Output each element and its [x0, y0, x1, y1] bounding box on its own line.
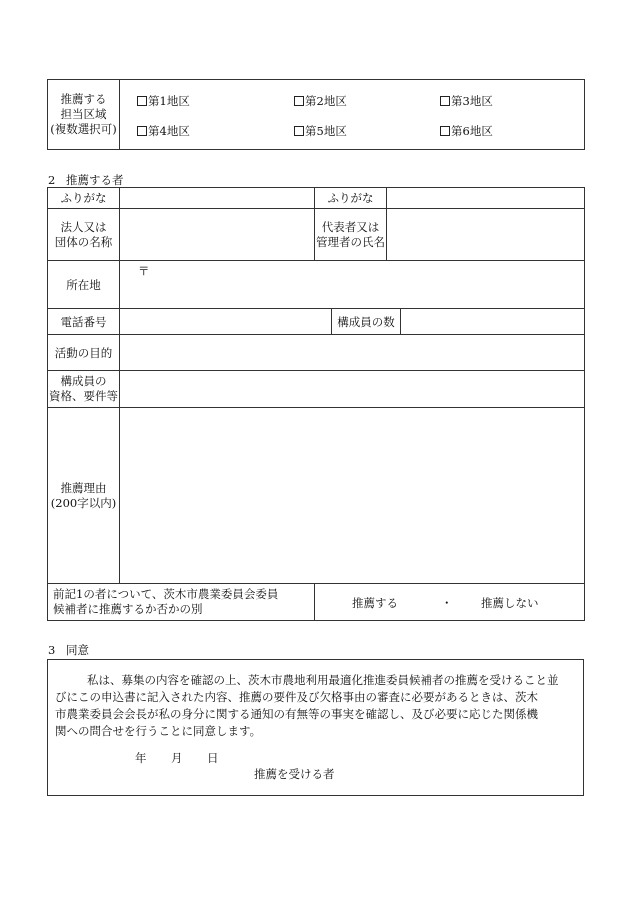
member-qual-label: 構成員の 資格、要件等: [48, 371, 120, 408]
purpose-label: 活動の目的: [48, 335, 120, 371]
area-options-cell: [120, 80, 585, 150]
phone-label: 電話番号: [48, 309, 120, 335]
section3-title: 同意: [66, 643, 89, 657]
area-option-1[interactable]: 第1地区: [137, 93, 190, 109]
section2-heading: [48, 172, 124, 188]
area-option-6[interactable]: 第6地区: [440, 123, 493, 139]
consent-line-2: びにこの申込書に記入された内容、推薦の要件及び欠格事由の審査に必要があるときは、茨木: [55, 690, 538, 704]
checkbox-icon[interactable]: [137, 96, 147, 106]
area-label-line2: 担当区域: [60, 107, 107, 121]
checkbox-icon[interactable]: [137, 126, 147, 136]
postal-mark: 〒: [138, 264, 150, 278]
consent-box: [47, 659, 584, 796]
choice-separator: ・: [441, 596, 453, 610]
consent-line-1: 私は、募集の内容を確認の上、茨木市農地利用最適化推進委員候補者の推薦を受けること並: [87, 673, 559, 687]
checkbox-icon[interactable]: [440, 96, 450, 106]
section2-title: 推薦する者: [66, 173, 124, 187]
member-qual-input[interactable]: [120, 371, 585, 408]
furigana-input-right[interactable]: [387, 188, 585, 209]
recommend-question: 前記1の者について、茨木市農業委員会委員 候補者に推薦するか否かの別: [48, 584, 315, 621]
furigana-label-left: ふりがな: [48, 188, 120, 209]
furigana-label-right: ふりがな: [315, 188, 387, 209]
consent-line-4: 関への問合せを行うことに同意します。: [55, 724, 262, 738]
recommend-yes-option[interactable]: 推薦する: [352, 596, 398, 610]
members-count-label: 構成員の数: [332, 309, 401, 335]
checkbox-icon[interactable]: [294, 96, 304, 106]
org-name-label: 法人又は 団体の名称: [48, 209, 120, 261]
checkbox-icon[interactable]: [440, 126, 450, 136]
date-month-label: 月: [171, 751, 183, 765]
rep-name-label: 代表者又は 管理者の氏名: [315, 209, 387, 261]
reason-input[interactable]: [120, 408, 585, 584]
purpose-input[interactable]: [120, 335, 585, 371]
members-count-input[interactable]: [401, 309, 585, 335]
recommender-table: [47, 187, 585, 621]
section3-number: 3: [48, 643, 56, 657]
consent-text: [55, 672, 580, 740]
date-year-label: 年: [135, 751, 147, 765]
area-option-4[interactable]: 第4地区: [137, 123, 190, 139]
checkbox-icon[interactable]: [294, 126, 304, 136]
area-option-2[interactable]: 第2地区: [294, 93, 347, 109]
signer-label: 推薦を受ける者: [254, 767, 335, 781]
area-option-3[interactable]: 第3地区: [440, 93, 493, 109]
rep-name-input[interactable]: [387, 209, 585, 261]
recommend-no-option[interactable]: 推薦しない: [481, 596, 539, 610]
section3-heading: [48, 642, 89, 658]
area-option-5[interactable]: 第5地区: [294, 123, 347, 139]
consent-line-3: 市農業委員会会長が私の身分に関する通知の有無等の事実を確認し、及び必要に応じた関係機: [55, 707, 538, 721]
furigana-input-left[interactable]: [120, 188, 315, 209]
address-input[interactable]: [120, 261, 585, 309]
area-label-line3: (複数選択可): [50, 122, 117, 136]
area-table: [47, 79, 585, 150]
phone-input[interactable]: [120, 309, 332, 335]
address-label: 所在地: [48, 261, 120, 309]
org-name-input[interactable]: [120, 209, 315, 261]
date-day-label: 日: [207, 751, 219, 765]
section2-number: 2: [48, 173, 56, 187]
area-label: [48, 80, 120, 150]
area-label-line1: 推薦する: [60, 92, 107, 106]
reason-label: 推薦理由 (200字以内): [48, 408, 120, 584]
recommend-choice-cell: [315, 584, 585, 621]
